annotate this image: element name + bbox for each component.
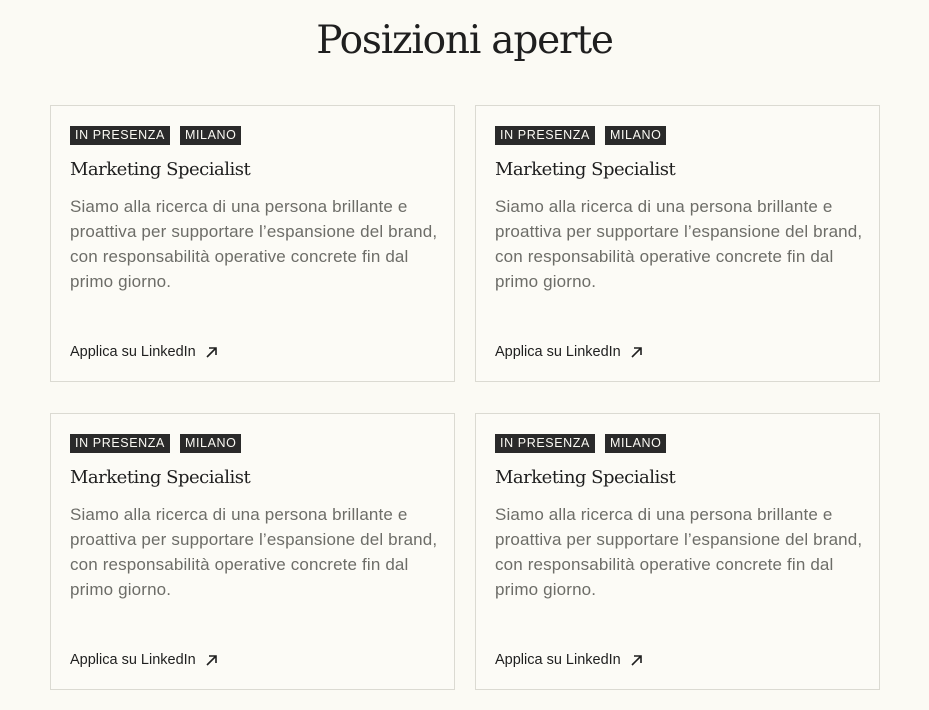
arrow-up-right-icon <box>630 346 643 359</box>
apply-linkedin-link[interactable] <box>70 342 218 362</box>
tag-work-mode: IN PRESENZA <box>70 434 170 453</box>
job-title: Marketing Specialist <box>70 159 251 180</box>
apply-link-label: Applica su LinkedIn <box>70 344 196 360</box>
job-tags <box>495 434 666 453</box>
apply-link-label: Applica su LinkedIn <box>495 652 621 668</box>
apply-link-label: Applica su LinkedIn <box>70 652 196 668</box>
job-description: Siamo alla ricerca di una persona brillante e proattiva per supportare l’espansione del brand, con responsabilità operative concrete fin dal primo giorno. <box>495 197 863 291</box>
job-card <box>50 105 455 382</box>
job-title: Marketing Specialist <box>70 467 251 488</box>
arrow-up-right-icon <box>205 654 218 667</box>
job-card <box>475 413 880 690</box>
apply-linkedin-link[interactable] <box>70 650 218 670</box>
job-tags <box>70 434 241 453</box>
apply-linkedin-link[interactable] <box>495 650 643 670</box>
job-card <box>50 413 455 690</box>
tag-location: MILANO <box>180 126 242 145</box>
tag-location: MILANO <box>180 434 242 453</box>
job-tags <box>495 126 666 145</box>
tag-work-mode: IN PRESENZA <box>495 434 595 453</box>
apply-linkedin-link[interactable] <box>495 342 643 362</box>
tag-location: MILANO <box>605 126 667 145</box>
job-description: Siamo alla ricerca di una persona brillante e proattiva per supportare l’espansione del brand, con responsabilità operative concrete fin dal primo giorno. <box>70 505 438 599</box>
page-title: Posizioni aperte <box>316 18 613 63</box>
arrow-up-right-icon <box>630 654 643 667</box>
job-title: Marketing Specialist <box>495 159 676 180</box>
apply-link-label: Applica su LinkedIn <box>495 344 621 360</box>
tag-work-mode: IN PRESENZA <box>70 126 170 145</box>
job-title: Marketing Specialist <box>495 467 676 488</box>
job-card <box>475 105 880 382</box>
tag-work-mode: IN PRESENZA <box>495 126 595 145</box>
job-tags <box>70 126 241 145</box>
arrow-up-right-icon <box>205 346 218 359</box>
tag-location: MILANO <box>605 434 667 453</box>
job-description: Siamo alla ricerca di una persona brillante e proattiva per supportare l’espansione del brand, con responsabilità operative concrete fin dal primo giorno. <box>495 505 863 599</box>
job-description: Siamo alla ricerca di una persona brillante e proattiva per supportare l’espansione del brand, con responsabilità operative concrete fin dal primo giorno. <box>70 197 438 291</box>
